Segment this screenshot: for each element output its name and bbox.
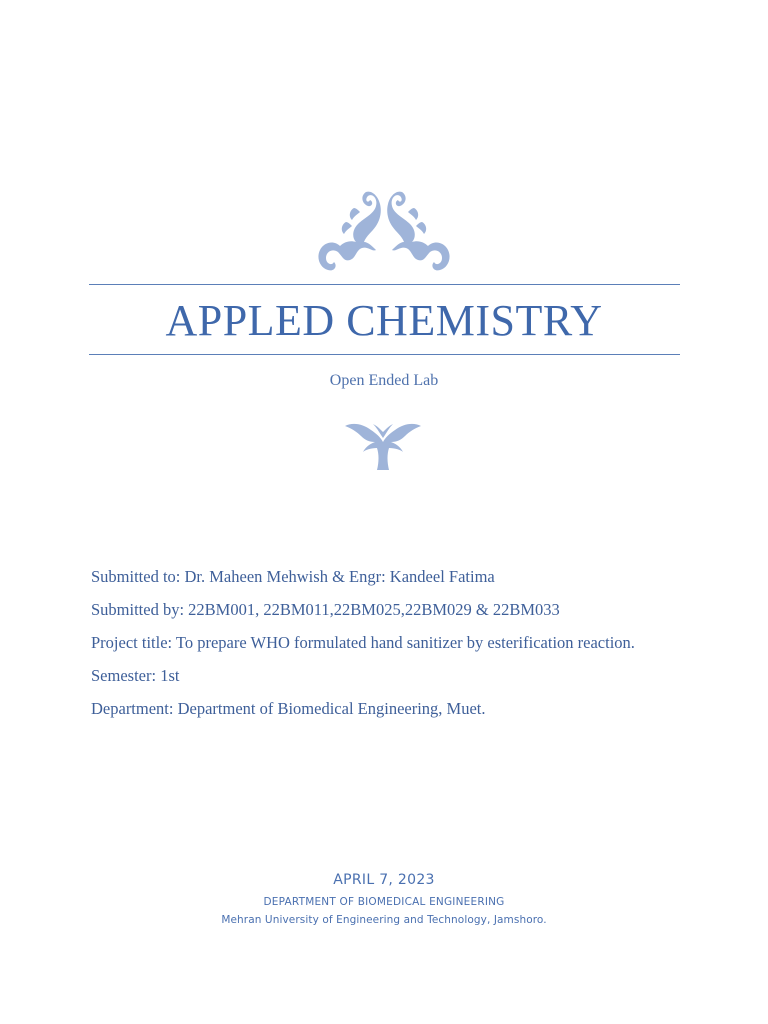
semester: Semester: 1st <box>91 666 180 685</box>
footer-department: DEPARTMENT OF BIOMEDICAL ENGINEERING <box>263 896 505 908</box>
submitted-by: Submitted by: 22BM001, 22BM011,22BM025,22BM029 & 22BM033 <box>91 600 560 619</box>
document-title: APPLED CHEMISTRY <box>165 296 603 345</box>
fleuron-icon <box>343 420 423 472</box>
document-subtitle: Open Ended Lab <box>329 372 439 389</box>
floral-scroll-icon <box>306 188 462 274</box>
submission-date: APRIL 7, 2023 <box>333 872 435 888</box>
footer-university: Mehran University of Engineering and Technology, Jamshoro. <box>221 914 547 926</box>
submitted-to: Submitted to: Dr. Maheen Mehwish & Engr: Kandeel Fatima <box>91 567 495 586</box>
title-top-rule <box>89 284 680 285</box>
submission-details <box>91 566 731 731</box>
department: Department: Department of Biomedical Engineering, Muet. <box>91 699 486 718</box>
project-title: Project title: To prepare WHO formulated hand sanitizer by esterification reaction. <box>91 633 635 652</box>
title-bottom-rule <box>89 354 680 355</box>
